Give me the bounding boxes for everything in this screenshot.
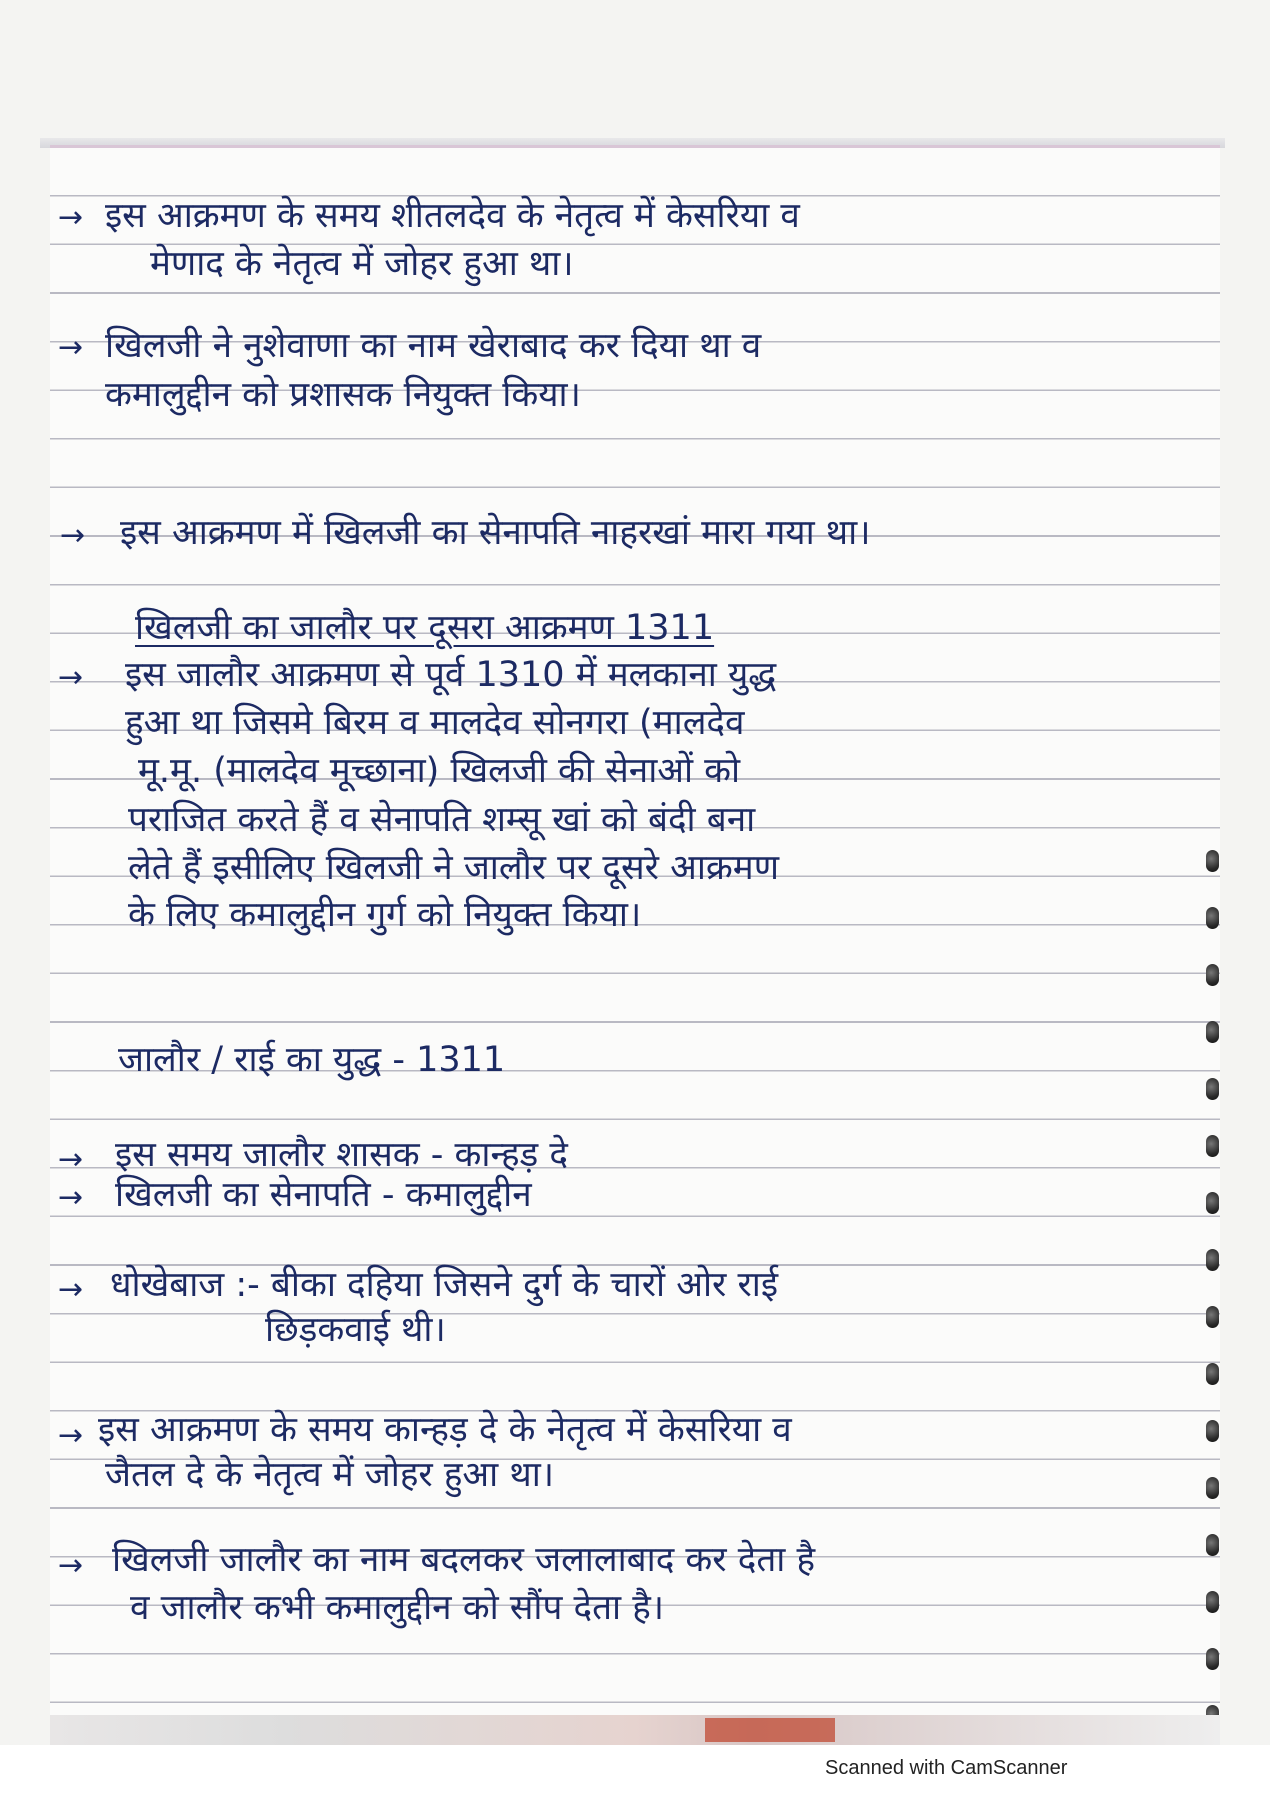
bullet-arrow: → [58, 1418, 84, 1453]
spiral-ring [1206, 907, 1219, 929]
spiral-ring [1206, 1192, 1219, 1214]
note-line-3: खिलजी ने नुशेवाणा का नाम खेराबाद कर दिया था व [105, 326, 762, 366]
note-line-16: धोखेबाज :- बीका दहिया जिसने दुर्ग के चारों ओर राई [110, 1265, 779, 1305]
section-heading-second-attack: खिलजी का जालौर पर दूसरा आक्रमण 1311 [135, 608, 715, 648]
note-line-7: इस जालौर आक्रमण से पूर्व 1310 में मलकाना युद्ध [125, 655, 777, 695]
note-line-9: मू.मू. (मालदेव मूच्छाना) खिलजी की सेनाओं को [138, 751, 741, 791]
page-bottom-shadow [50, 1715, 1220, 1745]
note-line-20: खिलजी जालौर का नाम बदलकर जलालाबाद कर देता है [112, 1540, 816, 1580]
notebook-page [50, 145, 1220, 1748]
spiral-ring [1206, 1021, 1219, 1043]
spiral-ring [1206, 1363, 1219, 1385]
note-line-4: कमालुद्दीन को प्रशासक नियुक्त किया। [105, 375, 581, 415]
bullet-arrow: → [58, 1272, 84, 1307]
spiral-binding [1202, 850, 1232, 1750]
bullet-arrow: → [58, 1180, 84, 1215]
background-red-object [705, 1718, 835, 1742]
note-line-17: छिड़कवाई थी। [265, 1310, 446, 1350]
spiral-ring [1206, 1534, 1219, 1556]
note-line-5: इस आक्रमण में खिलजी का सेनापति नाहरखां मारा गया था। [120, 513, 871, 553]
note-line-15: खिलजी का सेनापति - कमालुद्दीन [115, 1175, 532, 1215]
note-line-2: मेणाद के नेतृत्व में जोहर हुआ था। [150, 244, 574, 284]
note-line-11: लेते हैं इसीलिए खिलजी ने जालौर पर दूसरे आक्रमण [128, 848, 780, 888]
spiral-ring [1206, 1135, 1219, 1157]
note-line-18: इस आक्रमण के समय कान्हड़ दे के नेतृत्व में केसरिया व [98, 1410, 792, 1450]
spiral-ring [1206, 1477, 1219, 1499]
spiral-ring [1206, 964, 1219, 986]
note-line-12: के लिए कमालुद्दीन गुर्ग को नियुक्त किया। [128, 895, 642, 935]
scanner-footer [0, 1745, 1270, 1797]
note-line-21: व जालौर कभी कमालुद्दीन को सौंप देता है। [130, 1588, 665, 1628]
note-line-10: पराजित करते हैं व सेनापति शम्सू खां को बंदी बना [128, 800, 756, 840]
note-line-14: इस समय जालौर शासक - कान्हड़ दे [115, 1135, 568, 1175]
bullet-arrow: → [60, 518, 86, 553]
spiral-ring [1206, 1306, 1219, 1328]
bullet-arrow: → [58, 330, 84, 365]
bullet-arrow: → [58, 1548, 84, 1583]
spiral-ring [1206, 1078, 1219, 1100]
note-line-1: इस आक्रमण के समय शीतलदेव के नेतृत्व में केसरिया व [105, 196, 800, 236]
section-heading-jalore-battle: जालौर / राई का युद्ध - 1311 [118, 1040, 506, 1080]
spiral-ring [1206, 850, 1219, 872]
bullet-arrow: → [58, 660, 84, 695]
spiral-ring [1206, 1648, 1219, 1670]
bullet-arrow: → [58, 200, 84, 235]
spiral-ring [1206, 1249, 1219, 1271]
note-line-8: हुआ था जिसमे बिरम व मालदेव सोनगरा (मालदेव [125, 703, 745, 743]
spiral-ring [1206, 1420, 1219, 1442]
camscanner-watermark: Scanned with CamScanner [825, 1757, 1068, 1779]
note-line-19: जैतल दे के नेतृत्व में जोहर हुआ था। [105, 1455, 555, 1495]
bullet-arrow: → [58, 1142, 84, 1177]
spiral-ring [1206, 1591, 1219, 1613]
